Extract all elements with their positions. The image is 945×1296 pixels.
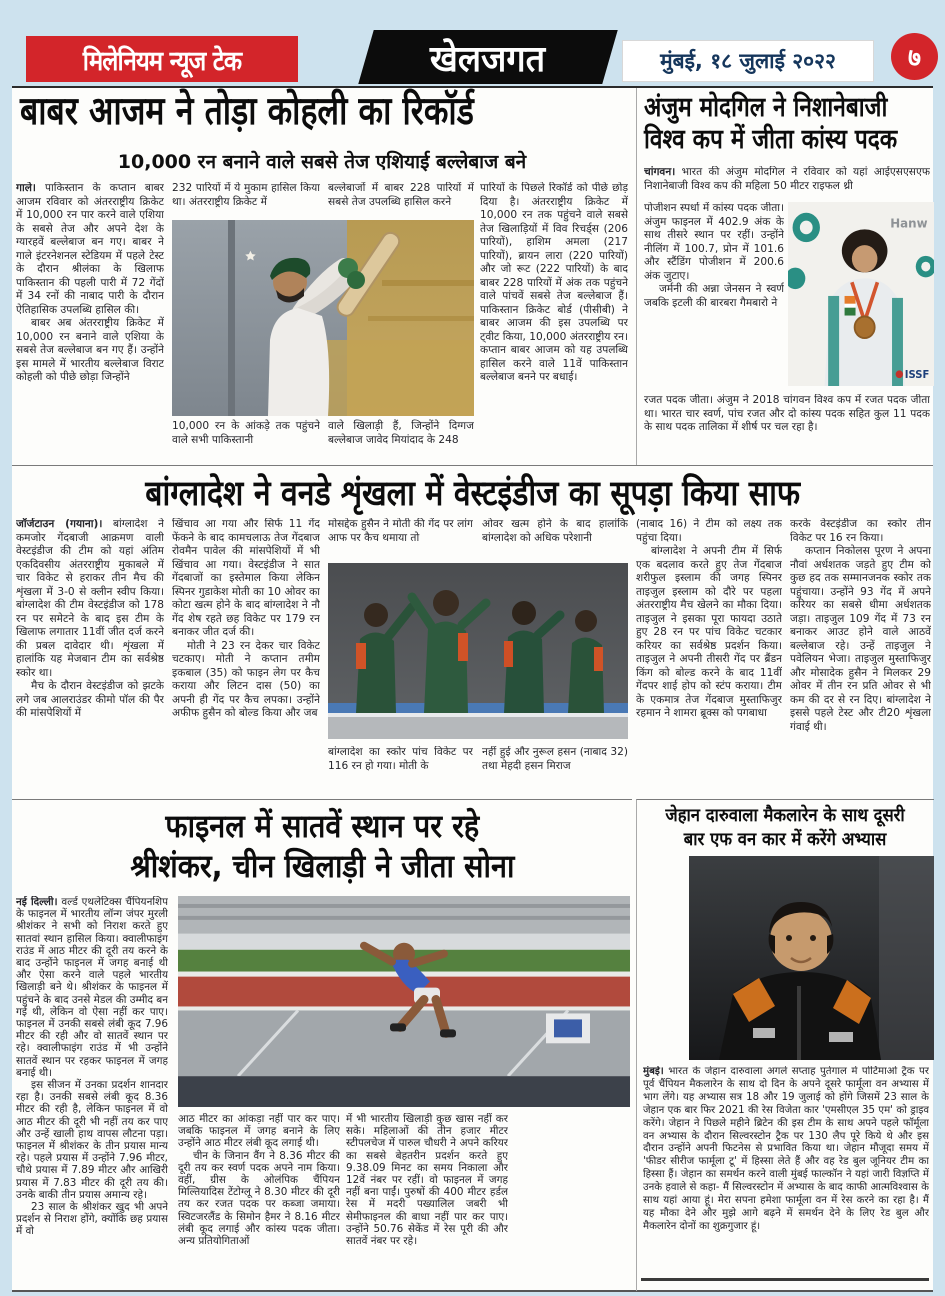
paragraph: इस सीजन में उनका प्रदर्शन शानदार रहा है। उनकी सबसे लंबी कूद 8.36 मीटर की रही है, लेकिन फाइनल में वो आठ मीटर की दूरी भी नहीं तय कर पाए और उन्हें खाली हाथ वापस लौटना पड़ा। फाइनल में श्रीशंकर के तीन प्रयास मान्य रहे। पहले प्रयास में उन्होंने 7.96 मीटर, चौथे प्रयास में 7.89 मीटर और आखिरी प्रयास में 7.83 मीटर की दूरी तय की। उनके बाकी तीन प्रयास अमान्य रहे।	[16, 1079, 168, 1201]
article-column	[480, 182, 628, 465]
article-column	[482, 518, 628, 560]
article-body	[643, 1066, 929, 1274]
article-bangladesh-sweep	[12, 465, 933, 800]
dateline: चांगवन।	[644, 166, 676, 178]
article-column	[328, 518, 473, 560]
paragraph: मुंबई। भारत के जेहान दारुवाला अगले सप्ताह पुर्तगाल में पोर्टिमाओ ट्रैक पर पूर्व चैंपियन मैकलारेन के साथ दो दिन के अपने दूसरे फार्मूला वन अभ्यास में भाग लेंगे। यह अभ्यास सत्र 18 और 19 जुलाई को होंगे जिसमें 23 साल के जेहान एक बार फिर 2021 की रेस विजेता कार 'एमसीएल 35 एम' को ड्राइव करेंगे। जेहान ने पिछले महीने ब्रिटेन की इस टीम के साथ अपने पहले फॉर्मूला वन अभ्यास के दौरान सिल्वरस्टोन ट्रैक पर 130 लैप पूरे किये थे और इस दौरान उन्होंने अपनी फिटनेस से प्रभावित किया था। जेहान मौजूदा समय में 'फीडर सीरीज फार्मूला टू' में हिस्सा लेते हैं और वह रेड बुल जूनियर टीम का हिस्सा हैं। जेहान का समर्थन करने वाली मुंबई फाल्कॉन ने यहां जारी विज्ञप्ति में उनके हवाले से कहा- मैं सिल्वरस्टोन में अभ्यास के बाद काफी आत्मविश्वास के साथ यहां आया हूं। मेरा सपना हमेशा फार्मूला वन में रेस करने का रहा है। मैं यह मौका देने और मुझे आगे बढ़ने में समर्थन देने के लिए रेड बुल और मैकलारेन दोनों का शुक्रगुजार हूं।	[643, 1066, 929, 1232]
article-jehan-daruvala-f1	[636, 799, 934, 1291]
article-anjum-moudgil-bronze	[636, 88, 934, 465]
article-column	[482, 746, 628, 788]
babar-azam-batting-photo	[172, 220, 474, 416]
paragraph: ओवर खत्म होने के बाद हालांकि बांग्लादेश को अधिक परेशानी	[482, 518, 628, 544]
article-headline: अंजुम मोदगिल ने निशानेबाजी विश्व कप में जीता कांस्य पदक	[644, 92, 898, 156]
article-sreeshankar-seventh	[12, 799, 632, 1291]
paragraph: चीन के जिनान वैंग ने 8.36 मीटर की दूरी तय कर स्वर्ण पदक अपने नाम किया। वहीं, ग्रीस के ओलंपिक चैंपियन मिल्तियादिस टेंटोग्लू ने 8.30 मीटर की दूरी तय कर रजत पदक पर कब्जा जमाया। स्विटजरलैंड के सिमोन हैमर ने 8.16 मीटर लंबी कूद लगाई और कांस्य पदक जीता। अन्य प्रतियोगिताओं	[178, 1149, 340, 1248]
paragraph: बाबर अब अंतरराष्ट्रीय क्रिकेट में 10,000 रन बनाने वाले एशिया के सबसे तेज बल्लेबाज बन गए हैं। उन्होंने इस मामले में भारतीय बल्लेबाज विराट कोहली को पीछे छोड़ा जिन्होंने	[16, 317, 164, 383]
paragraph: 10,000 रन के आंकड़े तक पहुंचने वाले सभी पाकिस्तानी	[172, 420, 320, 446]
paragraph: पारियों के पिछले रिकॉर्ड को पीछे छोड़ दिया है। अंतरराष्ट्रीय क्रिकेट में 10,000 रन तक पहुंचने वाले सबसे तेज खिलाड़ियों में विव रिचर्ड्स (206 पारियों), हाशिम अमला (217 पारियों), ब्रायन लारा (220 पारियों) और जो रूट (222 पारियों) के बाद बाबर 228 पारियों में अंक तक पहुंचने वाले पांचवें सबसे तेज बल्लेबाज हैं। पाकिस्तान क्रिकेट बोर्ड (पीसीबी) ने बाबर आजम की इस उपलब्धि पर ट्वीट किया, 10,000 अंतरराष्ट्रीय रन। कप्तान बाबर आजम को यह उपलब्धि हासिल करने वाले 11वें पाकिस्तान बल्लेबाज बनने पर बधाई।	[480, 182, 628, 383]
paragraph: खिंचाव आ गया और सिर्फ 11 गेंद फेंकने के बाद कामचलाऊ तेज गेंदबाज रोवमैन पावेल की मांसपेशियों में भी खिंचाव आ गया। वेस्टइंडीज ने सात गेंदबाजों का इस्तेमाल किया लेकिन स्पिनर गुडाकेश मोती का 10 ओवर का कोटा खत्म होने के बाद बांग्लादेश ने नौ गेंद शेष रहते छह विकेट पर 179 रन बनाकर जीत दर्ज की।	[172, 518, 320, 638]
dateline: जॉर्जटाउन (गयाना)।	[16, 518, 103, 530]
paragraph: 23 साल के श्रीशंकर खुद भी अपने प्रदर्शन से निराश होंगे, क्योंकि छह प्रयास में वो	[16, 1201, 168, 1238]
article-intro	[644, 166, 930, 200]
jehan-daruvala-photo	[689, 856, 934, 1060]
paragraph: चांगवन। भारत की अंजुम मोदगिल ने रविवार को यहां आईएसएसएफ निशानेबाजी विश्व कप की महिला 50 मीटर राइफल थ्री	[644, 166, 930, 192]
article-column	[16, 518, 164, 796]
article-column	[644, 202, 784, 388]
article-column	[644, 394, 930, 458]
paragraph: जर्मनी की अन्ना जेनसन ने स्वर्ण जबकि इटली की बारबरा गैमबारो ने	[644, 283, 784, 309]
paragraph: (नाबाद 16) ने टीम को लक्ष्य तक पहुंचा दिया।	[636, 518, 782, 544]
article-center-zone	[328, 518, 628, 796]
dateline: मुंबई।	[643, 1066, 664, 1077]
page-number: ७	[907, 42, 921, 72]
dateline: गाले।	[16, 182, 36, 194]
sponsor-logo-text: Hanw	[890, 216, 928, 231]
article-end-rule	[641, 1278, 929, 1281]
page-number-badge	[891, 33, 938, 80]
paragraph: कप्तान निकोलस पूरण ने अपना नौवां अर्धशतक जड़ते हुए टीम को कुछ हद तक सम्मानजनक स्कोर तक पहुंचाया। उन्होंने 93 गेंद में अपने करियर का सबसे धीमा अर्धशतक जड़ा। ताइजुल 109 गेंद में 73 रन बनाकर आउट होने वाले आठवें बल्लेबाज रहे। उन्हें ताइजुल ने पवेलियन भेजा। ताइजुल मुस्ताफिजुर और मोसादेक हुसैन ने मिलकर 29 ओवर में तीन रन प्रति ओवर से भी कम की दर से रन दिए। बांग्लादेश ने इससे पहले टेस्ट और टी20 शृंखला गंवाई थी।	[790, 545, 931, 733]
dateline: नई दिल्ली।	[16, 896, 58, 908]
paragraph: रजत पदक जीता। अंजुम ने 2018 चांगवन विश्व कप में रजत पदक जीता था। भारत चार स्वर्ण, पांच रजत और दो कांस्य पदक सहित कुल 11 पदक के साथ पदक तालिका में शीर्ष पर चल रहा है।	[644, 394, 930, 433]
article-babar-azam-record	[12, 88, 632, 465]
paragraph: बांग्लादेश का स्कोर पांच विकेट पर 116 रन हो गया। मोती के	[328, 746, 473, 772]
section-name: खेलजगत	[430, 38, 546, 80]
paragraph: गाले। पाकिस्तान के कप्तान बाबर आजम रविवार को अंतरराष्ट्रीय क्रिकेट में 10,000 रन पार करने वाले एशिया के सबसे तेज और अपने देश के ग्यारहवें बल्लेबाज बन गए। बाबर ने गाले इंटरनेशनल स्टेडियम में पहले टेस्ट के दौरान श्रीलंका के खिलाफ पाकिस्तान की पहली पारी में 72 गेंदों में 34 रनों की नाबाद पारी के दौरान ऐतिहासिक उपलब्धि हासिल की।	[16, 182, 164, 316]
paragraph: आठ मीटर का आंकड़ा नहीं पार कर पाए। जबकि फाइनल में जगह बनाने के लिए उन्होंने आठ मीटर लंबी कूद लगाई थी।	[178, 1113, 340, 1150]
article-subhead: 10,000 रन बनाने वाले सबसे तेज एशियाई बल्लेबाज बने	[117, 151, 527, 173]
paragraph: नई दिल्ली। वर्ल्ड एथलेटिक्स चैंपियनशिप के फाइनल में भारतीय लॉन्ग जंपर मुरली श्रीशंकर ने सभी को निराश करते हुए सातवां स्थान हासिल किया। क्वालीफाइंग राउंड में आठ मीटर की दूरी तय करने के बाद उन्होंने फाइनल में जगह बनाई थी और ऐसा करने वाले पहले भारतीय खिलाड़ी बने थे। श्रीशंकर के फाइनल में पहुंचने के बाद उनसे मेडल की उम्मीद बन गई थी, लेकिन वो ऐसा नहीं कर पाए। फाइनल में उनकी सबसे लंबी कूद 7.96 मीटर की रही और वो सातवें स्थान पर रहे। क्वालीफाइंग राउंड में भी उन्होंने सातवें स्थान पर रहकर फाइनल में जगह बनाई थी।	[16, 896, 168, 1079]
article-headline: फाइनल में सातवें स्थान पर रहे श्रीशंकर, चीन खिलाड़ी ने जीता सोना	[129, 807, 515, 885]
issf-logo-text: ISSF	[904, 368, 930, 382]
article-headline: बाबर आजम ने तोड़ा कोहली का रिकॉर्ड	[20, 89, 474, 134]
article-headline: जेहान दारुवाला मैकलारेन के साथ दूसरी बार एफ वन कार में करेंगे अभ्यास	[665, 805, 906, 851]
article-column	[328, 746, 473, 788]
paragraph: पोजीशन स्पर्धा में कांस्य पदक जीता। अंजुम फाइनल में 402.9 अंक के साथ तीसरे स्थान पर रहीं। उन्होंने नीलिंग में 100.7, प्रोन में 101.6 और स्टैंडिंग पोजीशन में 200.6 अंक जुटाए।	[644, 202, 784, 282]
paragraph: करके वेस्टइंडीज का स्कोर तीन विकेट पर 16 रन किया।	[790, 518, 931, 544]
paragraph: बांग्लादेश ने अपनी टीम में सिर्फ एक बदलाव करते हुए तेज गेंदबाज शरीफुल इस्लाम की जगह स्पिनर ताइजुल इस्लाम को दौरे पर पहला अंतरराष्ट्रीय मैच खेलने का मौका दिया। ताइजुल ने इसका पूरा फायदा उठाते हुए 28 रन पर पांच विकेट चटकार करियर का सर्वश्रेष्ठ प्रदर्शन किया। ताइजुल ने अपनी तीसरी गेंद पर ब्रैंडन किंग को बोल्ड करने के बाद 11वीं गेंदपर शाई होप को स्टंप कराया। टीम के एकमात्र तेज गेंदबाज मुस्ताफिजुर रहमान ने शामरा ब्रूक्स को पगबाधा	[636, 545, 782, 719]
content-panel	[12, 86, 933, 1292]
paragraph: वाले खिलाड़ी हैं, जिन्होंने दिग्गज बल्लेबाज जावेद मियांदाद के 248	[328, 420, 474, 446]
anjum-moudgil-medal-photo	[788, 202, 934, 386]
article-column	[172, 518, 320, 796]
paragraph: मोसद्देक हुसैन ने मोती की गेंद पर लांग आफ पर कैच थमाया तो	[328, 518, 473, 544]
article-headline: बांग्लादेश ने वनडे शृंखला में वेस्टइंडीज का सूपड़ा किया साफ	[145, 474, 800, 514]
paragraph: नहीं हुई और नुरूल हसन (नाबाद 32) तथा मेहदी हसन मिराज	[482, 746, 628, 772]
paragraph: मोती ने 23 रन देकर चार विकेट चटकाए। मोती ने कप्तान तमीम इकबाल (35) को फाइन लेग पर कैच कराया और लिटन दास (50) का अपनी ही गेंद पर कैच लपका। उन्होंने अफीफ हुसैन को बोल्ड किया और जब	[172, 639, 320, 719]
edition-date: मुंबई, १८ जुलाई २०२२	[660, 49, 836, 73]
article-column	[178, 1113, 340, 1287]
paragraph: जॉर्जटाउन (गयाना)। बांग्लादेश ने कमजोर गेंदबाजी आक्रमण वाली वेस्टइंडीज की टीम को यहां अंतिम एकदिवसीय अंतरराष्ट्रीय मुकाबले में चार विकेट से हराकर तीन मैच की शृंखला में 3-0 से क्लीन स्वीप किया। बांग्लादेश की टीम वेस्टइंडीज को 178 रन पर समेटने के बाद इस टीम के खिलाफ लगातार 11वीं जीत दर्ज करने की प्रबल दावेदार थी। शृंखला में हालांकि यह मेजबान टीम का सर्वश्रेष्ठ स्कोर था।	[16, 518, 164, 679]
section-tag	[358, 30, 617, 84]
bangladesh-celebration-photo	[328, 563, 628, 739]
article-column	[790, 518, 931, 796]
paragraph: बल्लेबाजों में बाबर 228 पारियों में सबसे तेज उपलब्धि हासिल करने	[328, 182, 474, 208]
brand-box	[26, 36, 298, 82]
brand-name: मिलेनियम न्यूज टेक	[82, 45, 242, 77]
paragraph: में भी भारतीय खिलाड़ी कुछ खास नहीं कर सके। महिलाओं की तीन हजार मीटर स्टीपलचेज में पारुल चौधरी ने अपने करियर का सबसे बेहतरीन प्रदर्शन करते हुए 9.38.09 मिनट का समय निकाला और 12वें नंबर पर रहीं। वो फाइनल में जगह नहीं बना पाईं। पुरुषों की 400 मीटर हर्डल रेस में मदरी पख्यालिल जबरी भी सेमीफाइनल की बाधा नहीं पार कर पाए। उन्होंने 50.76 सेकेंड में रेस पूरी की और सातवें नंबर पर रहे।	[346, 1113, 508, 1248]
article-column	[16, 182, 164, 465]
sreeshankar-longjump-photo	[178, 896, 630, 1107]
edition-date-box	[622, 40, 874, 82]
article-column	[16, 896, 168, 1286]
paragraph: मैच के दौरान वेस्टइंडीज को झटके लगे जब आलराउंडर कीमो पॉल की पैर की मांसपेशियों में	[16, 680, 164, 719]
article-column	[346, 1113, 508, 1287]
paragraph: 232 पारियों में ये मुकाम हासिल किया था। अंतरराष्ट्रीय क्रिकेट में	[172, 182, 320, 208]
article-column	[636, 518, 782, 796]
